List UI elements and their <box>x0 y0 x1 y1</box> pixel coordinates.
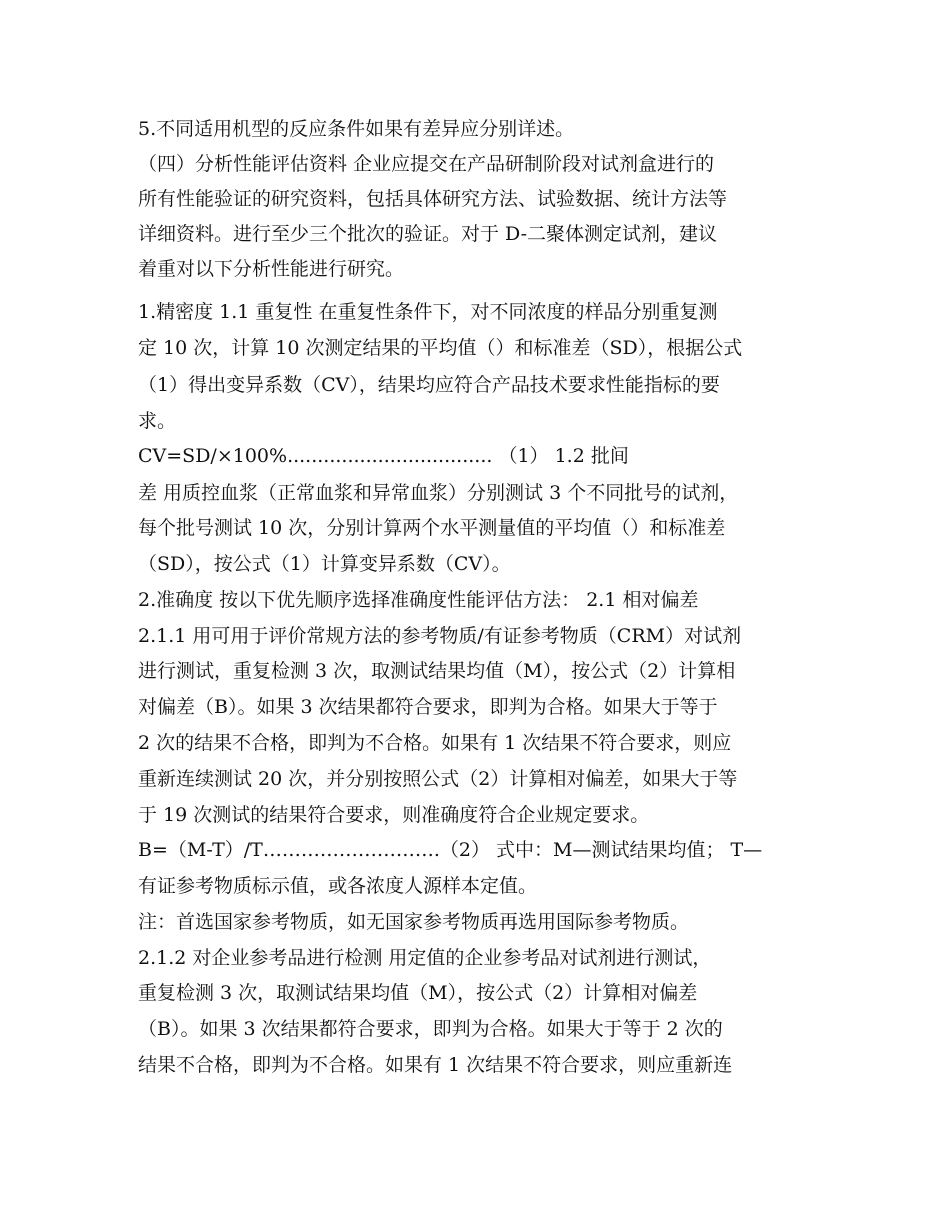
text-line-24: 2.1.2 对企业参考品进行检测 用定值的企业参考品对试剂进行测试， <box>138 947 712 969</box>
text-line-12: 每个批号测试 10 次，分别计算两个水平测量值的平均值（）和标准差 <box>138 517 726 539</box>
text-line-27: 结果不合格，即判为不合格。如果有 1 次结果不符合要求，则应重新连 <box>138 1054 733 1076</box>
text-line-25: 重复检测 3 次，取测试结果均值（M），按公式（2）计算相对偏差 <box>138 982 698 1004</box>
text-line-5: 着重对以下分析性能进行研究。 <box>138 258 405 280</box>
text-line-15: 2.1.1 用可用于评价常规方法的参考物质/有证参考物质（CRM）对试剂 <box>138 625 742 647</box>
text-line-22: 有证参考物质标示值，或各浓度人源样本定值。 <box>138 875 538 897</box>
text-line-8: （1）得出变异系数（CV），结果均应符合产品技术要求性能指标的要 <box>138 374 720 396</box>
text-line-21: B=（M-T）/T……………………….（2） 式中：M—测试结果均值； T— <box>138 839 763 861</box>
text-line-2: （四）分析性能评估资料 企业应提交在产品研制阶段对试剂盒进行的 <box>138 153 715 175</box>
text-line-6: 1.精密度 1.1 重复性 在重复性条件下，对不同浓度的样品分别重复测 <box>138 301 718 323</box>
text-line-11: 差 用质控血浆（正常血浆和异常血浆）分别测试 3 个不同批号的试剂， <box>138 482 739 504</box>
text-line-19: 重新连续测试 20 次，并分别按照公式（2）计算相对偏差，如果大于等 <box>138 768 738 790</box>
text-line-4: 详细资料。进行至少三个批次的验证。对于 D-二聚体测定试剂，建议 <box>138 223 718 245</box>
text-line-26: （B）。如果 3 次结果都符合要求，即判为合格。如果大于等于 2 次的 <box>138 1018 723 1040</box>
text-line-10: CV=SD/×100%.................................. （1） 1.2 批间 <box>138 445 629 467</box>
text-line-13: （SD），按公式（1）计算变异系数（CV）。 <box>138 553 511 575</box>
text-line-1: 5.不同适用机型的反应条件如果有差异应分别详述。 <box>138 118 575 140</box>
text-line-16: 进行测试，重复检测 3 次，取测试结果均值（M），按公式（2）计算相 <box>138 660 736 682</box>
text-line-17: 对偏差（B）。如果 3 次结果都符合要求，即判为合格。如果大于等于 <box>138 696 718 718</box>
text-line-23: 注：首选国家参考物质，如无国家参考物质再选用国际参考物质。 <box>138 911 690 933</box>
text-line-14: 2.准确度 按以下优先顺序选择准确度性能评估方法： 2.1 相对偏差 <box>138 589 699 611</box>
text-line-7: 定 10 次，计算 10 次测定结果的平均值（）和标准差（SD），根据公式 <box>138 337 743 359</box>
text-line-9: 求。 <box>138 410 177 432</box>
text-line-18: 2 次的结果不合格，即判为不合格。如果有 1 次结果不符合要求，则应 <box>138 732 732 754</box>
text-line-20: 于 19 次测试的结果符合要求，则准确度符合企业规定要求。 <box>138 804 650 826</box>
text-line-3: 所有性能验证的研究资料，包括具体研究方法、试验数据、统计方法等 <box>138 188 728 210</box>
